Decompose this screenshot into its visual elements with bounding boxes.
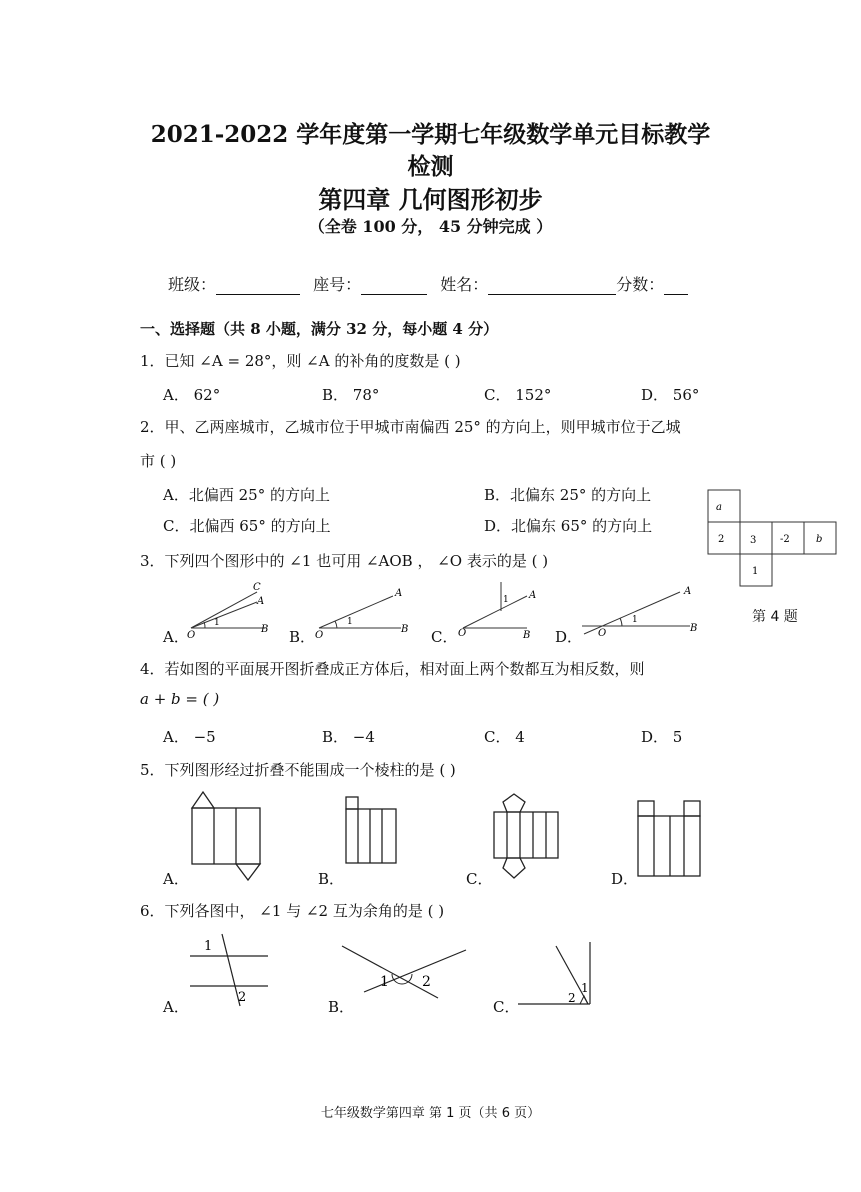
svg-text:2: 2 <box>238 990 247 1005</box>
svg-text:A: A <box>684 586 692 597</box>
chapter-title: 第四章 几何图形初步 <box>318 185 543 214</box>
exam-title-line1: 2021-2022 学年度第一学期七年级数学单元目标教学 <box>150 121 711 148</box>
q4-figure-caption: 第 4 题 <box>752 609 798 625</box>
q1-stem: 1．已知 ∠A = 28°，则 ∠A 的补角的度数是 ( ) <box>140 352 461 370</box>
svg-text:B: B <box>523 630 531 641</box>
svg-text:1: 1 <box>632 615 638 625</box>
net-cell-2: 2 <box>718 534 725 545</box>
q6-option-c[interactable]: C． <box>493 998 520 1016</box>
q4-stem-line1: 4．若如图的平面展开图折叠成正方体后，相对面上两个数都互为相反数，则 <box>140 660 645 678</box>
q1-option-b[interactable]: B． 78° <box>322 386 380 404</box>
score-label: 分数： <box>616 275 665 294</box>
class-label: 班级： <box>168 275 217 294</box>
q6-option-b[interactable]: B． <box>328 998 355 1016</box>
score-blank[interactable] <box>664 278 688 295</box>
svg-text:O: O <box>458 628 467 639</box>
svg-text:A: A <box>395 588 403 599</box>
svg-text:O: O <box>187 630 196 641</box>
q2-option-c[interactable]: C．北偏西 65° 的方向上 <box>163 517 331 535</box>
q2-option-b[interactable]: B．北偏东 25° 的方向上 <box>484 486 652 504</box>
info-row <box>168 272 688 295</box>
net-cell-3: 3 <box>750 535 757 546</box>
q3-stem: 3．下列四个图形中的 ∠1 也可用 ∠AOB ， ∠O 表示的是 ( ) <box>140 552 549 570</box>
svg-text:B: B <box>690 623 698 634</box>
q4-option-c[interactable]: C． 4 <box>484 728 525 746</box>
q1-option-c[interactable]: C． 152° <box>484 386 552 404</box>
q3-option-a[interactable]: A． <box>163 628 189 646</box>
exam-title-line2: 检测 <box>407 153 454 180</box>
q1-option-a[interactable]: A． 62° <box>163 386 221 404</box>
class-blank[interactable] <box>216 278 300 295</box>
q5-option-b[interactable]: B． <box>318 870 345 888</box>
q3-option-c[interactable]: C． <box>431 628 458 646</box>
q6-stem: 6．下列各图中， ∠1 与 ∠2 互为余角的是 ( ) <box>140 902 445 920</box>
name-blank[interactable] <box>488 278 616 295</box>
cube-net-figure <box>706 488 842 588</box>
svg-text:A: A <box>257 596 265 607</box>
q3-figure-b <box>313 584 413 640</box>
q1-option-d[interactable]: D． 56° <box>641 386 700 404</box>
q3-figure-d <box>580 582 700 638</box>
q6-figure-a <box>188 930 274 1010</box>
seat-label: 座号： <box>313 275 362 294</box>
q4-option-b[interactable]: B． −4 <box>322 728 375 746</box>
q3-option-b[interactable]: B． <box>289 628 316 646</box>
net-cell-a: a <box>716 502 722 513</box>
svg-text:1: 1 <box>380 974 389 990</box>
q4-stem-line2: a + b = ( ) <box>140 690 220 708</box>
exam-meta: （全卷 100 分， 45 分钟完成 ） <box>308 217 553 236</box>
svg-text:1: 1 <box>581 981 589 995</box>
q3-option-d[interactable]: D． <box>555 628 583 646</box>
q6-figure-c <box>514 940 594 1010</box>
q2-option-d[interactable]: D．北偏东 65° 的方向上 <box>484 517 653 535</box>
svg-text:2: 2 <box>568 991 576 1005</box>
q5-option-a[interactable]: A． <box>163 870 189 888</box>
seat-blank[interactable] <box>361 278 427 295</box>
q5-option-d[interactable]: D． <box>611 870 639 888</box>
q5-figure-d <box>634 798 704 880</box>
q4-option-a[interactable]: A． −5 <box>163 728 216 746</box>
q2-stem-line1: 2．甲、乙两座城市，乙城市位于甲城市南偏西 25° 的方向上，则甲城市位于乙城 <box>140 418 681 436</box>
net-cell-1: 1 <box>752 566 759 577</box>
svg-text:1: 1 <box>347 617 353 627</box>
svg-text:2: 2 <box>422 974 431 990</box>
svg-text:1: 1 <box>204 939 213 954</box>
q6-option-a[interactable]: A． <box>163 998 189 1016</box>
net-cell-neg2: -2 <box>780 534 790 545</box>
svg-text:B: B <box>401 624 409 635</box>
name-label: 姓名： <box>440 275 489 294</box>
q5-figure-c <box>490 792 562 882</box>
q4-option-d[interactable]: D． 5 <box>641 728 683 746</box>
q6-figure-b <box>340 940 470 1000</box>
q2-option-a[interactable]: A．北偏西 25° 的方向上 <box>163 486 330 504</box>
q3-figure-a <box>185 578 275 641</box>
net-cell-b: b <box>816 534 823 545</box>
q2-stem-line2: 市 ( ) <box>140 452 177 470</box>
q3-figure-c <box>455 580 545 640</box>
svg-text:1: 1 <box>503 595 509 605</box>
svg-text:O: O <box>598 628 607 639</box>
svg-text:O: O <box>315 630 324 641</box>
svg-text:1: 1 <box>214 618 220 628</box>
q5-figure-b <box>342 795 402 867</box>
q5-figure-a <box>188 790 268 882</box>
page-footer: 七年级数学第四章 第 1 页（共 6 页） <box>320 1106 541 1121</box>
svg-text:B: B <box>261 624 269 635</box>
q5-option-c[interactable]: C． <box>466 870 493 888</box>
q5-stem: 5．下列图形经过折叠不能围成一个棱柱的是 ( ) <box>140 761 456 779</box>
section-heading: 一、选择题（共 8 小题，满分 32 分，每小题 4 分） <box>140 320 499 338</box>
svg-text:C: C <box>253 582 261 593</box>
svg-text:A: A <box>529 590 537 601</box>
